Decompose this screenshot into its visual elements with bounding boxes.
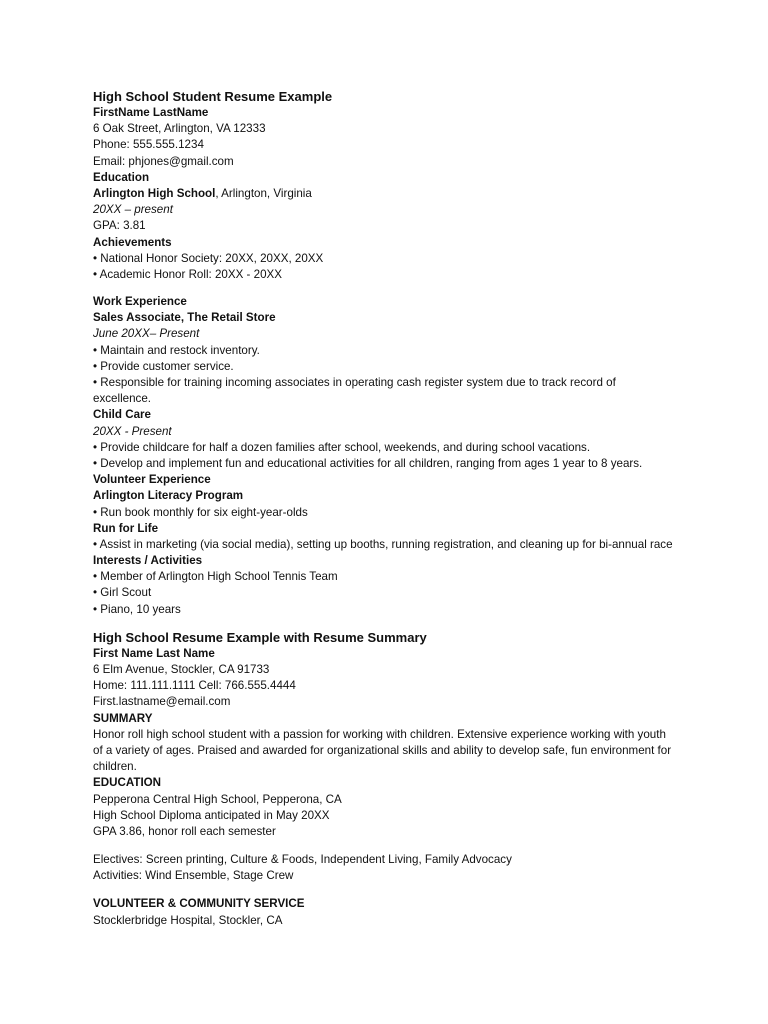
education-line: Pepperona Central High School, Pepperona, CA bbox=[93, 792, 342, 806]
resume1-volunteer-heading: Volunteer Experience bbox=[93, 473, 211, 487]
electives-line: Electives: Screen printing, Culture & Foods, Independent Living, Family Advocacy bbox=[93, 853, 512, 867]
vol2-bullet: • Assist in marketing (via social media), setting up booths, running registration, and cleaning up for bi-annual race bbox=[93, 537, 673, 551]
resume2-education-heading: EDUCATION bbox=[93, 776, 162, 790]
resume1-gpa: GPA: 3.81 bbox=[93, 219, 146, 233]
summary-line: Honor roll high school student with a passion for working with children. Extensive experience working with youth bbox=[93, 727, 666, 741]
job2-dates: 20XX - Present bbox=[93, 424, 172, 438]
resume1-school bbox=[93, 186, 693, 202]
job1-bullet: • Provide customer service. bbox=[93, 359, 234, 373]
resume2-email: First.lastname@email.com bbox=[93, 695, 231, 709]
resume1-school-dates: 20XX – present bbox=[93, 203, 173, 217]
volunteer-place: Stocklerbridge Hospital, Stockler, CA bbox=[93, 913, 283, 927]
interest-item: • Girl Scout bbox=[93, 586, 152, 600]
job1-dates: June 20XX– Present bbox=[93, 327, 200, 341]
resume2-name: First Name Last Name bbox=[93, 646, 215, 660]
achievement-item: • National Honor Society: 20XX, 20XX, 20XX bbox=[93, 251, 324, 265]
resume1-email: Email: phjones@gmail.com bbox=[93, 154, 234, 168]
resume1-name: FirstName LastName bbox=[93, 106, 209, 119]
resume1-phone: Phone: 555.555.1234 bbox=[93, 138, 204, 152]
activities-line: Activities: Wind Ensemble, Stage Crew bbox=[93, 869, 294, 883]
resume2-phones: Home: 111.111.1111 Cell: 766.555.4444 bbox=[93, 679, 296, 693]
summary-line: children. bbox=[93, 760, 137, 774]
job2-bullet: • Provide childcare for half a dozen families after school, weekends, and during school vacations. bbox=[93, 440, 591, 454]
resume-document bbox=[93, 88, 693, 929]
job2-bullet: • Develop and implement fun and educational activities for all children, ranging from ages 1 year to 8 years. bbox=[93, 456, 643, 470]
resume1-work-heading: Work Experience bbox=[93, 295, 187, 309]
job1-bullet: • Responsible for training incoming associates in operating cash register system due to track record of bbox=[93, 376, 616, 389]
school-location: , Arlington, Virginia bbox=[215, 186, 312, 200]
resume1-address: 6 Oak Street, Arlington, VA 12333 bbox=[93, 122, 266, 136]
resume1-title: High School Student Resume Example bbox=[93, 89, 333, 104]
summary-line: of a variety of ages. Praised and awarded for organizational skills and ability to develop safe, fun environment for bbox=[93, 743, 672, 757]
education-line: GPA 3.86, honor roll each semester bbox=[93, 824, 276, 838]
achievement-item: • Academic Honor Roll: 20XX - 20XX bbox=[93, 267, 283, 281]
job1-bullet: • Maintain and restock inventory. bbox=[93, 343, 260, 357]
resume2-volunteer-heading: VOLUNTEER & COMMUNITY SERVICE bbox=[93, 897, 305, 911]
resume1-education-heading: Education bbox=[93, 170, 150, 184]
resume2-summary-heading: SUMMARY bbox=[93, 711, 153, 725]
interest-item: • Member of Arlington High School Tennis Team bbox=[93, 570, 338, 584]
resume2-address: 6 Elm Avenue, Stockler, CA 91733 bbox=[93, 663, 270, 676]
job1-bullet-continued: excellence. bbox=[93, 392, 152, 406]
job1-title: Sales Associate, The Retail Store bbox=[93, 311, 276, 325]
vol1-bullet: • Run book monthly for six eight-year-olds bbox=[93, 505, 308, 519]
vol2-title: Run for Life bbox=[93, 521, 159, 535]
education-line: High School Diploma anticipated in May 20XX bbox=[93, 808, 330, 822]
vol1-title: Arlington Literacy Program bbox=[93, 489, 244, 503]
resume1-achievements-heading: Achievements bbox=[93, 235, 172, 249]
resume1-interests-heading: Interests / Activities bbox=[93, 554, 203, 568]
resume2-title: High School Resume Example with Resume Summary bbox=[93, 629, 427, 645]
job2-title: Child Care bbox=[93, 408, 151, 422]
interest-item: • Piano, 10 years bbox=[93, 602, 181, 616]
school-name: Arlington High School bbox=[93, 186, 216, 200]
